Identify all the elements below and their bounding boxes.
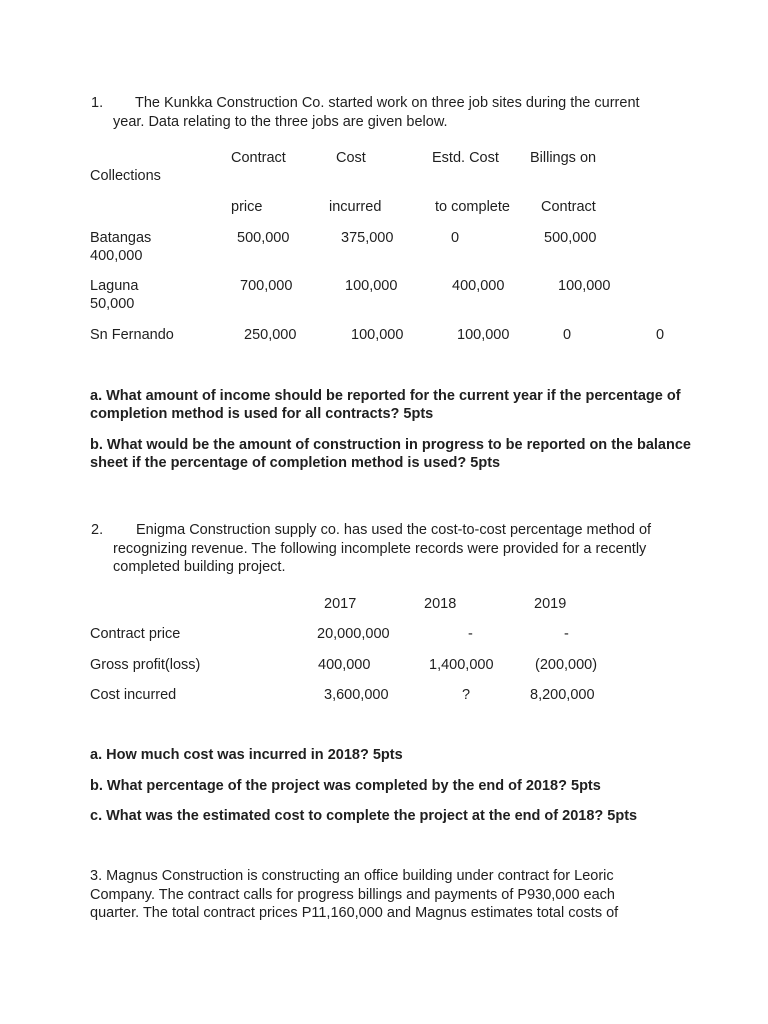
- q3-line2: Company. The contract calls for progress billings and payments of P930,000 each: [90, 887, 615, 903]
- q1-row-batangas-price: 500,000: [237, 230, 290, 246]
- q1-row-snfernando-price: 250,000: [244, 327, 297, 343]
- q2-question-b: b. What percentage of the project was completed by the end of 2018? 5pts: [90, 778, 601, 794]
- q1-row-snfernando-estd: 100,000: [457, 327, 510, 343]
- q2-year-2017: 2017: [324, 596, 357, 612]
- q1-row-snfernando-cost: 100,000: [351, 327, 404, 343]
- q1-question-b-line2: sheet if the percentage of completion method is used? 5pts: [90, 455, 501, 471]
- q1-header-cost: Cost: [336, 150, 366, 166]
- q1-row-snfernando-name: Sn Fernando: [90, 327, 174, 343]
- q1-intro-line2: year. Data relating to the three jobs are given below.: [113, 114, 448, 130]
- q2-row-contract-price-2019: -: [564, 626, 569, 642]
- q1-row-laguna-billings: 100,000: [558, 278, 611, 294]
- q2-intro-line1: Enigma Construction supply co. has used the cost-to-cost percentage method of: [136, 522, 652, 538]
- q1-row-laguna-estd: 400,000: [452, 278, 505, 294]
- q2-row-gross-profit-label: Gross profit(loss): [90, 657, 201, 673]
- q2-year-2019: 2019: [534, 596, 567, 612]
- q2-row-contract-price-2017: 20,000,000: [317, 626, 390, 642]
- q2-row-gross-profit-2017: 400,000: [318, 657, 371, 673]
- q2-intro-line2: recognizing revenue. The following incomplete records were provided for a recently: [113, 541, 647, 557]
- q2-row-gross-profit-2019: (200,000): [535, 657, 598, 673]
- q1-row-snfernando-collections: 0: [656, 327, 665, 343]
- q1-row-batangas-billings: 500,000: [544, 230, 597, 246]
- q1-row-batangas-estd: 0: [451, 230, 460, 246]
- q2-row-cost-incurred-2019: 8,200,000: [530, 687, 595, 703]
- q1-number: 1.: [91, 95, 104, 111]
- q1-header-price: price: [231, 199, 263, 215]
- q2-row-cost-incurred-2017: 3,600,000: [324, 687, 389, 703]
- q2-question-a: a. How much cost was incurred in 2018? 5pts: [90, 747, 403, 763]
- q1-header-collections: Collections: [90, 168, 161, 184]
- q1-intro-line1: The Kunkka Construction Co. started work on three job sites during the current: [135, 95, 640, 111]
- q2-row-gross-profit-2018: 1,400,000: [429, 657, 494, 673]
- q2-row-cost-incurred-2018: ?: [462, 687, 471, 703]
- q1-row-snfernando-billings: 0: [563, 327, 572, 343]
- q2-row-cost-incurred-label: Cost incurred: [90, 687, 177, 703]
- q1-header-to-complete: to complete: [435, 199, 510, 215]
- q3-line3: quarter. The total contract prices P11,160,000 and Magnus estimates total costs of: [90, 905, 619, 921]
- q1-question-a-line1: a. What amount of income should be reported for the current year if the percentage of: [90, 388, 681, 404]
- q2-question-c: c. What was the estimated cost to complete the project at the end of 2018? 5pts: [90, 808, 638, 824]
- q1-row-batangas-collections: 400,000: [90, 248, 143, 264]
- q1-row-laguna-price: 700,000: [240, 278, 293, 294]
- q1-header-billings-on: Billings on: [530, 150, 597, 166]
- q1-header-contract2: Contract: [541, 199, 596, 215]
- q1-question-b-line1: b. What would be the amount of construction in progress to be reported on the balance: [90, 437, 691, 453]
- q2-row-contract-price-2018: -: [468, 626, 473, 642]
- q1-question-a-line2: completion method is used for all contracts? 5pts: [90, 406, 434, 422]
- q2-year-2018: 2018: [424, 596, 457, 612]
- q1-row-batangas-cost: 375,000: [341, 230, 394, 246]
- q1-row-laguna-cost: 100,000: [345, 278, 398, 294]
- q1-row-laguna-collections: 50,000: [90, 296, 135, 312]
- q1-header-estd-cost: Estd. Cost: [432, 150, 499, 166]
- q2-intro-line3: completed building project.: [113, 559, 286, 575]
- q1-header-contract: Contract: [231, 150, 286, 166]
- q1-row-laguna-name: Laguna: [90, 278, 139, 294]
- q2-number: 2.: [91, 522, 104, 538]
- q2-row-contract-price-label: Contract price: [90, 626, 181, 642]
- q3-line1: 3. Magnus Construction is constructing an office building under contract for Leoric: [90, 868, 614, 884]
- q1-header-incurred: incurred: [329, 199, 382, 215]
- q1-row-batangas-name: Batangas: [90, 230, 152, 246]
